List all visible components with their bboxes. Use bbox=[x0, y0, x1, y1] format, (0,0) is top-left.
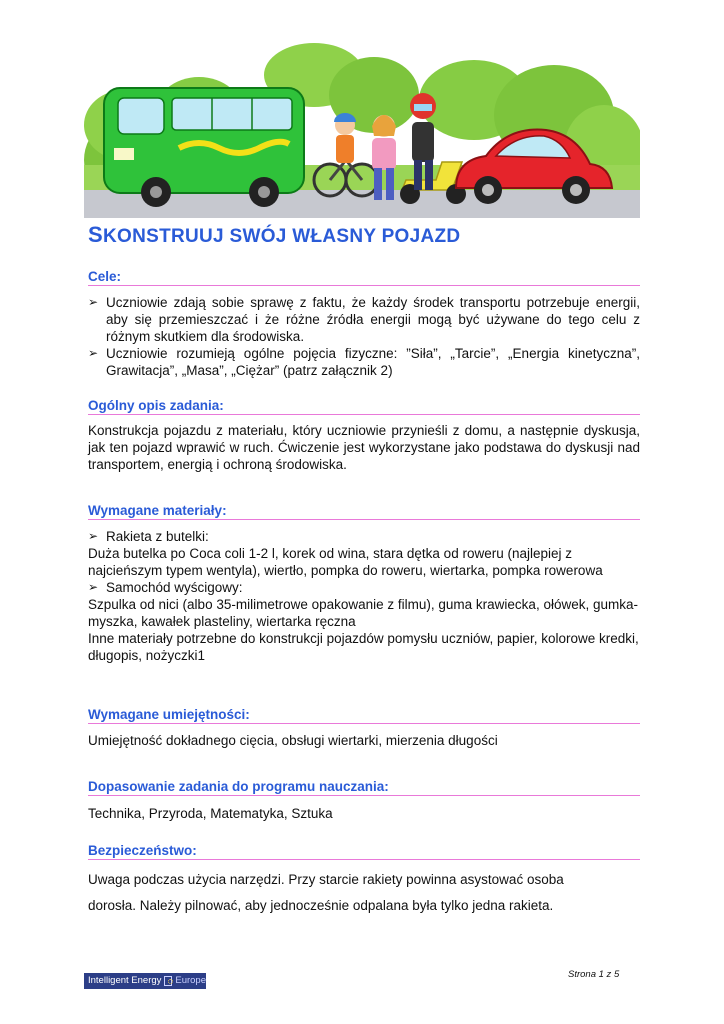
bezpieczenstwo-line-1: Uwaga podczas użycia narzędzi. Przy starcie rakiety powinna asystować osoba bbox=[88, 872, 564, 887]
cele-bullet-2: Uczniowie rozumieją ogólne pojęcia fizyczne: ”Siła”, „Tarcie”, „Energia kinetyczna”, Grawitacja”, „Masa”, „Ciężar” (patrz załącznik 2) bbox=[106, 346, 640, 378]
page-number: Strona 1 z 5 bbox=[568, 969, 620, 980]
bezpieczenstwo-line-2: dorosła. Należy pilnować, aby jednocześnie odpalana była tylko jedna rakieta. bbox=[88, 898, 554, 913]
materialy-text-2: Szpulka od nici (albo 35-milimetrowe opakowanie z filmu), guma krawiecka, ołówek, gumka-myszka, kawałek plasteliny, wiertarka ręczna bbox=[88, 597, 638, 629]
page-title bbox=[88, 222, 460, 248]
title-first-letter: S bbox=[88, 222, 103, 247]
section-heading-program: Dopasowanie zadania do programu nauczania: bbox=[88, 779, 640, 796]
materialy-content bbox=[88, 528, 640, 664]
intelligent-energy-logo bbox=[84, 973, 206, 989]
section-heading-umiejetnosci: Wymagane umiejętności: bbox=[88, 707, 640, 724]
list-item bbox=[88, 294, 640, 345]
hero-illustration bbox=[84, 40, 640, 218]
list-item bbox=[88, 579, 640, 596]
cele-list bbox=[88, 294, 640, 379]
arrow-bullet-icon: ➢ bbox=[88, 529, 99, 543]
section-heading-opis: Ogólny opis zadania: bbox=[88, 398, 640, 415]
arrow-bullet-icon: ➢ bbox=[88, 346, 99, 360]
logo-eu-text: Europe bbox=[175, 975, 206, 986]
section-heading-cele: Cele: bbox=[88, 269, 640, 286]
list-item bbox=[88, 528, 640, 545]
arrow-bullet-icon: ➢ bbox=[88, 580, 99, 594]
materialy-bullet-2: Samochód wyścigowy: bbox=[106, 580, 243, 595]
materialy-text-1: Duża butelka po Coca coli 1-2 l, korek od wina, stara dętka od roweru (najlepiej z najcieńszym typem wentyla), wiertło, pompka do roweru, wiertarka, pompka rowerowa bbox=[88, 546, 603, 578]
opis-text: Konstrukcja pojazdu z materiału, który uczniowie przynieśli z domu, a następnie dyskusja, jak ten pojazd wprawić w ruch. Ćwiczenie jest wykorzystane jako podstawa do dyskusji nad transportem, energią i ochroną środowiska. bbox=[88, 423, 640, 472]
materialy-text-3: Inne materiały potrzebne do konstrukcji pojazdów pomysłu uczniów, papier, kolorowe kredki, długopis, nożyczki1 bbox=[88, 631, 639, 663]
title-rest: KONSTRUUJ SWÓJ WŁASNY POJAZD bbox=[102, 226, 461, 247]
bezpieczenstwo-text bbox=[88, 867, 640, 919]
logo-text: Intelligent Energy bbox=[88, 975, 162, 986]
list-item bbox=[88, 345, 640, 379]
section-heading-materialy: Wymagane materiały: bbox=[88, 503, 640, 520]
cele-bullet-1: Uczniowie zdają sobie sprawę z faktu, że każdy środek transportu potrzebuje energii, aby się przemieszczać i że różne źródła energii mogą być używane do tego celu z różnym skutkiem dla środowiska. bbox=[106, 295, 640, 344]
arrow-bullet-icon: ➢ bbox=[88, 295, 99, 309]
materialy-bullet-1: Rakieta z butelki: bbox=[106, 529, 209, 544]
program-text: Technika, Przyroda, Matematyka, Sztuka bbox=[88, 806, 333, 821]
eu-flag-icon bbox=[164, 976, 172, 986]
umiejetnosci-text: Umiejętność dokładnego cięcia, obsługi wiertarki, mierzenia długości bbox=[88, 733, 498, 748]
section-heading-bezpieczenstwo: Bezpieczeństwo: bbox=[88, 843, 640, 860]
bus-illustration bbox=[104, 88, 304, 207]
